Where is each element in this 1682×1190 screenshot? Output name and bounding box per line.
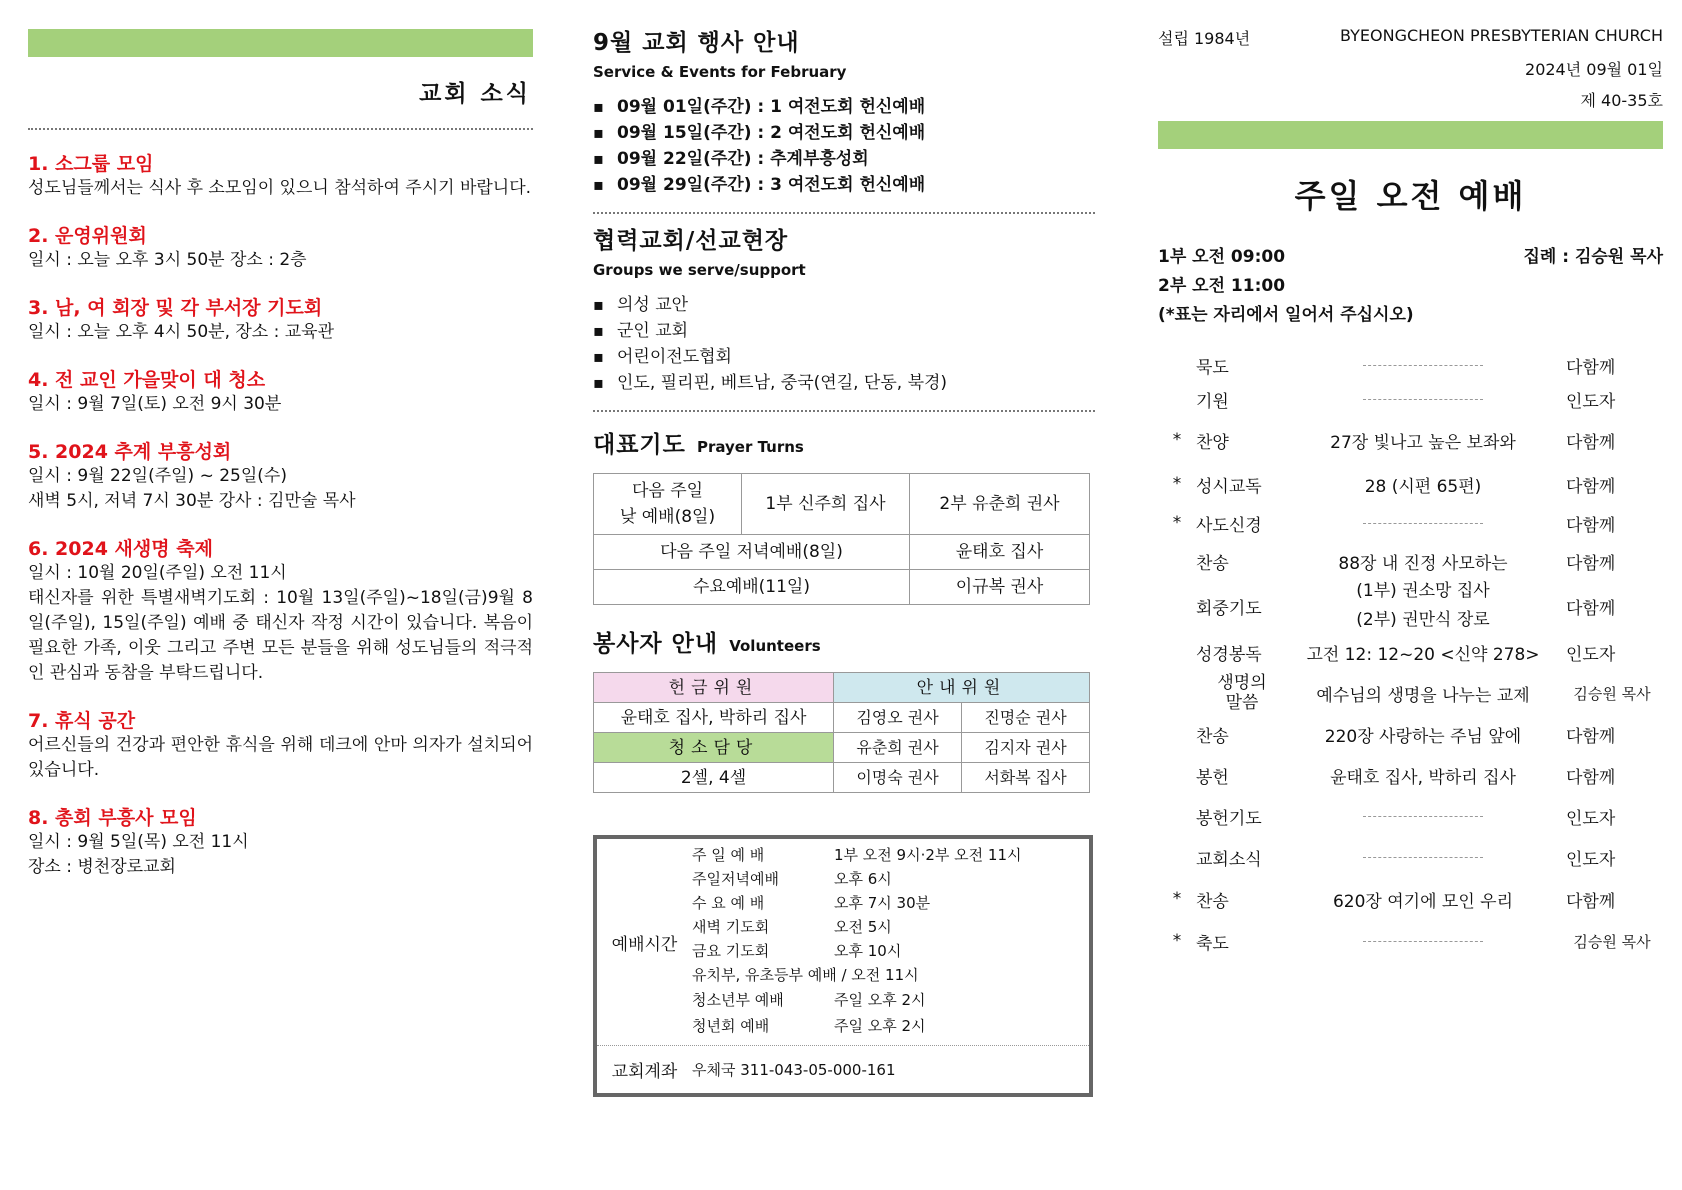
notice-body: 일시 : 9월 7일(토) 오전 9시 30분 [28, 394, 282, 414]
order-row [1158, 542, 1663, 580]
list-item: ▪ 어린이전도협회 [593, 344, 1095, 370]
account-value: 우체국 311-043-05-000-161 [692, 1061, 896, 1079]
order-item-name: 성시교독 [1196, 476, 1262, 497]
order-item-content [1288, 513, 1558, 533]
order-row [1158, 672, 1663, 714]
standing-marker: * [1172, 513, 1182, 533]
notice-body: 일시 : 10월 20일(주일) 오전 11시 [28, 563, 287, 583]
header-bar [1158, 121, 1663, 149]
usher-cell: 유춘희 권사 [834, 733, 962, 763]
table-row [594, 474, 1090, 535]
order-row [1158, 754, 1663, 796]
service-time: 1부 오전 9시·2부 오전 11시 [834, 846, 1022, 864]
dashed-line [1363, 941, 1483, 942]
order-item-name: 생명의 말씀 [1217, 673, 1267, 713]
service-time-item [692, 867, 1021, 891]
order-row [1158, 836, 1663, 878]
notice-body: 일시 : 9월 22일(주일) ~ 25일(수) [28, 466, 287, 486]
order-of-worship [1158, 348, 1663, 962]
order-item-name: 회중기도 [1196, 598, 1262, 619]
usher-header: 안내위원 [834, 673, 1090, 703]
standing-marker: * [1172, 430, 1182, 450]
table-row [594, 673, 1090, 703]
volunteers-title: 봉사자 안내 [593, 631, 719, 657]
order-item-name: 찬송 [1196, 726, 1229, 747]
service-time-item [692, 1013, 1021, 1039]
dashed-line [1363, 365, 1483, 366]
service-name: 유치부, 유초등부 예배 / 오전 11시 [692, 966, 919, 984]
table-row [594, 733, 1090, 763]
notice-list [28, 152, 533, 880]
prayer-table [593, 473, 1090, 605]
service-time-item [692, 915, 1021, 939]
groups-subtitle: Groups we serve/support [593, 261, 806, 279]
order-item-name: 사도신경 [1196, 515, 1262, 536]
notice-body: 새벽 5시, 저녁 7시 30분 강사 : 김만술 목사 [28, 491, 356, 511]
standing-marker: * [1172, 931, 1182, 951]
order-item-content [1288, 847, 1558, 867]
notice-heading: 5. 2024 추계 부흥성회 [28, 441, 232, 463]
cleaning-header: 청소담당 [594, 733, 834, 763]
table-row [594, 763, 1090, 793]
list-item: ▪ 09월 29일(주간) : 3 여전도회 헌신예배 [593, 172, 1095, 198]
service-time-item [692, 963, 1021, 987]
order-item-content: 예수님의 생명을 나누는 교제 [1316, 685, 1530, 706]
events-section [593, 24, 1095, 198]
order-item-person: 인도자 [1566, 391, 1616, 412]
notice-item [28, 806, 533, 880]
order-item-person: 다함께 [1566, 476, 1616, 497]
prayer-title: 대표기도 [593, 432, 686, 458]
notice-item [28, 152, 533, 201]
list-item: ▪ 의성 교안 [593, 292, 1095, 318]
events-title: 9월 교회 행사 안내 [593, 30, 800, 56]
order-row [1158, 580, 1663, 632]
notice-body: 일시 : 9월 5일(목) 오전 11시 [28, 832, 249, 852]
order-item-person: 다함께 [1566, 598, 1616, 619]
list-item: ▪ 군인 교회 [593, 318, 1095, 344]
order-item-person: 다함께 [1566, 726, 1616, 747]
service-time: 오후 10시 [834, 942, 902, 960]
header-bar [28, 29, 533, 57]
order-item-name: 축도 [1196, 933, 1229, 954]
notice-item [28, 224, 533, 273]
order-item-name: 찬양 [1196, 432, 1229, 453]
notice-heading: 4. 전 교인 가을맞이 대 청소 [28, 369, 266, 391]
order-item-person: 인도자 [1566, 644, 1616, 665]
order-item-name: 찬송 [1196, 891, 1229, 912]
order-item-name: 봉헌 [1196, 767, 1229, 788]
order-row [1158, 632, 1663, 672]
order-item-person: 다함께 [1566, 767, 1616, 788]
order-item-content [1288, 355, 1558, 375]
notice-heading: 3. 남, 여 회장 및 각 부서장 기도회 [28, 297, 323, 319]
service-time: 오후 7시 30분 [834, 894, 931, 912]
table-row [594, 535, 1090, 570]
table-cell: 수요예배(11일) [594, 570, 910, 605]
service-time: 주일 오후 2시 [834, 991, 926, 1009]
order-item-name: 묵도 [1196, 357, 1229, 378]
table-row [594, 703, 1090, 733]
volunteers-table [593, 672, 1090, 793]
order-item-content [1288, 806, 1558, 826]
established: 설립 1984년 [1158, 29, 1251, 48]
church-header [1158, 26, 1663, 49]
account-row [597, 1045, 1089, 1093]
bulletin-issue: 제 40-35호 [1580, 91, 1663, 110]
table-row [594, 570, 1090, 605]
order-item-person: 다함께 [1566, 553, 1616, 574]
divider [28, 128, 533, 130]
notice-body: 태신자를 위한 특별새벽기도회 : 10월 13일(주일)~18일(금)9월 8일(주일), 15일(주일) 예배 중 태신자 작정 시간이 있습니다. 복음이 필요한 가족, 이웃 그리고 주변 모든 분들을 위해 성도님들의 적극적인 관심과 동참을 부탁드립니다. [28, 588, 533, 683]
notice-heading: 1. 소그룹 모임 [28, 153, 154, 175]
order-row [1158, 920, 1663, 962]
prayer-label-line1: 다음 주일 [631, 481, 704, 501]
order-item-name: 교회소식 [1196, 849, 1262, 870]
church-news-title: 교회 소식 [419, 81, 531, 107]
notice-heading: 8. 총회 부흥사 모임 [28, 807, 197, 829]
order-item-name: 성경봉독 [1196, 644, 1262, 665]
account-label: 교회계좌 [611, 1062, 678, 1082]
order-item-content [1288, 389, 1558, 409]
usher-cell: 김지자 권사 [962, 733, 1090, 763]
service-time: 주일 오후 2시 [834, 1017, 926, 1035]
time-second: 2부 오전 11:00 [1158, 276, 1286, 296]
service-name: 수 요 예 배 [692, 894, 765, 912]
usher-cell: 진명순 권사 [962, 703, 1090, 733]
usher-cell: 김영오 권사 [834, 703, 962, 733]
notice-heading: 6. 2024 새생명 축제 [28, 538, 213, 560]
notice-body: 어르신들의 건강과 편안한 휴식을 위해 데크에 안마 의자가 설치되어 있습니다. [28, 735, 533, 780]
offering-value: 윤태호 집사, 박하리 집사 [594, 703, 834, 733]
groups-title: 협력교회/선교현장 [593, 228, 789, 254]
worship-times [1158, 243, 1663, 330]
order-item-name: 봉헌기도 [1196, 808, 1262, 829]
service-name: 주 일 예 배 [692, 846, 765, 864]
divider [593, 410, 1095, 412]
table-cell: 윤태호 집사 [910, 535, 1090, 570]
order-row [1158, 416, 1663, 464]
order-item-content: 윤태호 집사, 박하리 집사 [1330, 767, 1516, 788]
list-item: ▪ 09월 01일(주간) : 1 여전도회 헌신예배 [593, 94, 1095, 120]
events-list [593, 94, 1095, 198]
service-times-row [597, 839, 1089, 1045]
order-item-content: 28 (시편 65편) [1364, 476, 1482, 497]
dashed-line [1363, 857, 1483, 858]
worship-title: 주일 오전 예배 [1294, 177, 1527, 215]
order-row [1158, 796, 1663, 836]
order-item-person: 김승원 목사 [1573, 684, 1651, 703]
notice-item [28, 368, 533, 417]
bulletin-date: 2024년 09월 01일 [1525, 60, 1663, 79]
prayer-section [593, 426, 1095, 605]
order-item-person: 다함께 [1566, 891, 1616, 912]
notice-body: 장소 : 병천장로교회 [28, 857, 176, 877]
service-time-item [692, 939, 1021, 963]
table-cell: 1부 신주희 집사 [742, 474, 910, 535]
order-item-name: 찬송 [1196, 553, 1229, 574]
notice-item [28, 537, 533, 686]
dashed-line [1363, 816, 1483, 817]
order-item-content: 620장 여기에 모인 우리 [1332, 891, 1514, 912]
order-item-content: (1부) 권소망 집사 (2부) 권만식 장로 [1356, 581, 1490, 630]
order-item-person: 인도자 [1566, 849, 1616, 870]
notice-heading: 7. 휴식 공간 [28, 710, 136, 732]
standing-note: (*표는 자리에서 일어서 주십시오) [1158, 305, 1414, 325]
prayer-label-line2: 낮 예배(8일) [619, 507, 716, 527]
worship-leader: 집례 : 김승원 목사 [1523, 247, 1663, 267]
order-item-content [1288, 931, 1558, 951]
order-item-person: 인도자 [1566, 808, 1616, 829]
order-item-content: 88장 내 진정 사모하는 [1338, 553, 1508, 574]
table-cell: 이규복 권사 [910, 570, 1090, 605]
usher-cell: 서화복 집사 [962, 763, 1090, 793]
notice-body: 일시 : 오늘 오후 4시 50분, 장소 : 교육관 [28, 322, 335, 342]
cleaning-value: 2셀, 4셀 [594, 763, 834, 793]
prayer-subtitle: Prayer Turns [696, 438, 804, 456]
church-name: BYEONGCHEON PRESBYTERIAN CHURCH [1340, 26, 1663, 45]
events-subtitle: Service & Events for February [593, 63, 847, 81]
order-row [1158, 348, 1663, 382]
service-name: 주일저녁예배 [692, 870, 779, 888]
service-time: 오후 6시 [834, 870, 892, 888]
order-item-content: 고전 12: 12~20 <신약 278> [1306, 644, 1540, 665]
usher-cell: 이명숙 권사 [834, 763, 962, 793]
order-row [1158, 878, 1663, 920]
notice-item [28, 296, 533, 345]
groups-list [593, 292, 1095, 396]
table-cell: 다음 주일 저녁예배(8일) [594, 535, 910, 570]
groups-section [593, 222, 1095, 396]
service-time-item [692, 843, 1021, 867]
service-name: 청소년부 예배 [692, 991, 784, 1009]
dashed-line [1363, 399, 1483, 400]
church-news-column [28, 0, 533, 880]
service-time-item [692, 987, 1021, 1013]
service-name: 금요 기도회 [692, 942, 770, 960]
service-times-label: 예배시간 [611, 934, 678, 955]
divider [593, 212, 1095, 214]
order-item-content: 220장 사랑하는 주님 앞에 [1324, 726, 1522, 747]
standing-marker: * [1172, 474, 1182, 494]
list-item: ▪ 09월 22일(주간) : 추계부흥성회 [593, 146, 1095, 172]
order-item-name: 기원 [1196, 391, 1229, 412]
service-times-list [692, 839, 1021, 1045]
events-column [593, 0, 1095, 1097]
volunteers-section [593, 625, 1095, 793]
service-time: 오전 5시 [834, 918, 892, 936]
standing-marker: * [1172, 889, 1182, 909]
list-item: ▪ 09월 15일(주간) : 2 여전도회 헌신예배 [593, 120, 1095, 146]
notice-heading: 2. 운영위원회 [28, 225, 147, 247]
order-item-person: 김승원 목사 [1573, 932, 1651, 951]
volunteers-subtitle: Volunteers [729, 637, 821, 655]
order-row [1158, 382, 1663, 416]
order-item-person: 다함께 [1566, 515, 1616, 536]
notice-item [28, 440, 533, 514]
time-first: 1부 오전 09:00 [1158, 247, 1286, 267]
order-row [1158, 714, 1663, 754]
table-cell [594, 474, 742, 535]
service-name: 청년회 예배 [692, 1017, 770, 1035]
table-cell: 2부 유춘희 권사 [910, 474, 1090, 535]
service-time-item [692, 891, 1021, 915]
order-item-content: 27장 빛나고 높은 보좌와 [1330, 432, 1516, 453]
order-row [1158, 504, 1663, 542]
notice-body: 일시 : 오늘 오후 3시 50분 장소 : 2층 [28, 250, 307, 270]
order-item-person: 다함께 [1566, 357, 1616, 378]
notice-item [28, 709, 533, 783]
list-item: ▪ 인도, 필리핀, 베트남, 중국(연길, 단동, 북경) [593, 370, 1095, 396]
offering-header: 헌금위원 [594, 673, 834, 703]
service-times-box [593, 835, 1093, 1097]
worship-column [1158, 0, 1663, 962]
notice-body: 성도님들께서는 식사 후 소모임이 있으니 참석하여 주시기 바랍니다. [28, 178, 532, 198]
order-item-person: 다함께 [1566, 432, 1616, 453]
order-row [1158, 464, 1663, 504]
dashed-line [1363, 523, 1483, 524]
service-name: 새벽 기도회 [692, 918, 770, 936]
